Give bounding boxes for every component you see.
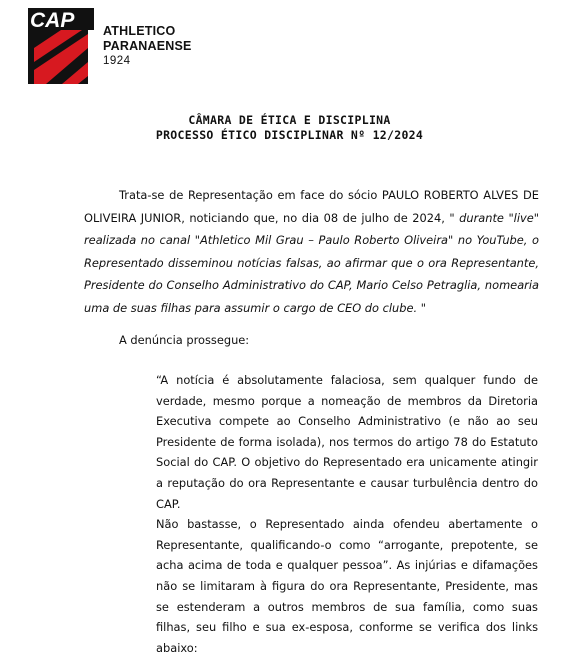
- crest-icon: [28, 8, 98, 84]
- quote-paragraph-1: “A notícia é absolutamente falaciosa, sem qualquer fundo de verdade, mesmo porque a nomeação de membros da Diretoria Executiva compete ao Conselho Administrativo (e não ao seu Presidente de forma isolada), nos termos do artigo 78 do Estatuto Social do CAP. O objetivo do Representado era unicamente atingir a reputação do ora Representante e causar turbulência dentro do CAP.: [156, 373, 538, 511]
- club-name-line1: ATHLETICO: [103, 24, 176, 38]
- intro-text-regular: Trata-se de Representação em face do sócio PAULO ROBERTO ALVES DE OLIVEIRA JUNIOR, noticiando que, no dia 08 de julho de 2024, ": [84, 188, 539, 225]
- block-quote: [156, 370, 538, 658]
- heading-line1: CÂMARA DE ÉTICA E DISCIPLINA: [188, 113, 391, 127]
- club-crest-logo: [28, 8, 98, 84]
- quote-paragraph-2: Não bastasse, o Representado ainda ofendeu abertamente o Representante, qualificando-o como “arrogante, prepotente, se acha acima de toda e qualquer pessoa”. As injúrias e difamações não se limitaram à figura do ora Representante, Presidente, mas se estenderam a outros membros de sua família, como suas filhas, seu filho e sua ex-esposa, conforme se verifica dos links abaixo:: [156, 517, 538, 655]
- paragraph-intro: [84, 184, 539, 320]
- club-year: 1924: [103, 55, 131, 67]
- crest-letters: CAP: [30, 9, 75, 32]
- intro-text-italic: durante "live" realizada no canal "Athletico Mil Grau – Paulo Roberto Oliveira" no YouTube, o Representado disseminou notícias falsas, ao afirmar que o ora Representante, Presidente do Conselho Administrativo do CAP, Mario Celso Petraglia, nomearia uma de suas filhas para assumir o cargo de CEO do clube. ": [84, 210, 539, 315]
- club-name-line2: PARANAENSE: [103, 39, 192, 53]
- document-heading: [0, 113, 579, 143]
- heading-line2: PROCESSO ÉTICO DISCIPLINAR Nº 12/2024: [155, 128, 424, 142]
- paragraph-continuation: A denúncia prossegue:: [119, 333, 250, 347]
- club-name: [103, 24, 192, 69]
